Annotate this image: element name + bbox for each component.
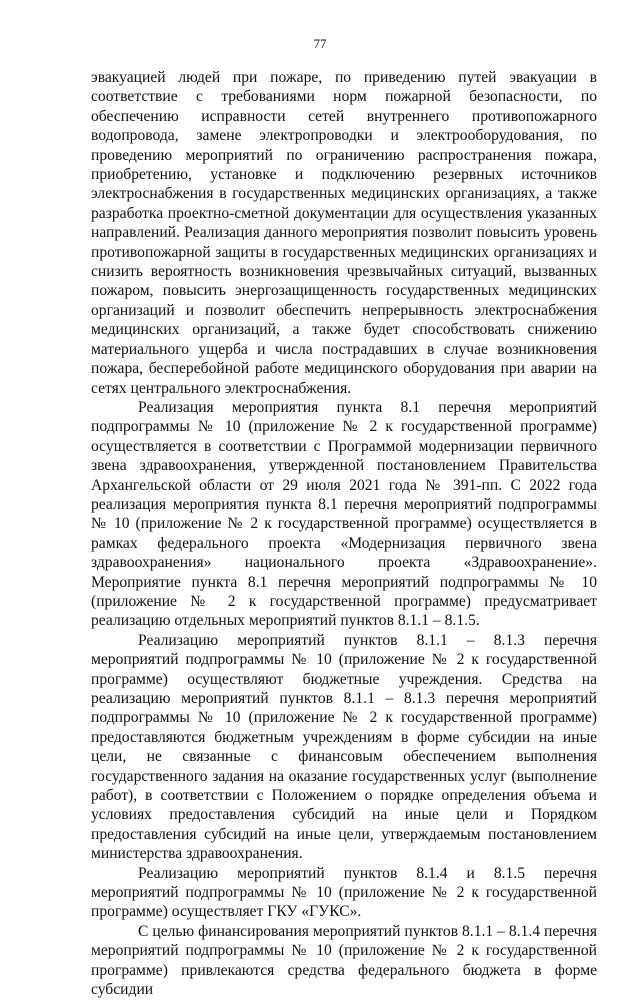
paragraph-program-8-1: Реализация мероприятия пункта 8.1 перечня мероприятий подпрограммы № 10 (приложение № 2 к государственной программе) осуществляется в соответствии с Программой модернизации первичного звена здравоохранения, утвержденной постановлением Правительства Архангельской области от 29 июля 2021 года № 391-пп. С 2022 года реализация мероприятия пункта 8.1 перечня мероприятий подпрограммы № 10 (приложение № 2 к государственной программе) осуществляется в рамках федерального проекта «Модернизация первичного звена здравоохранения» национального проекта «Здравоохранение». Мероприятие пункта 8.1 перечня мероприятий подпрограммы № 10 (приложение № 2 к государственной программе) предусматривает реализацию отдельных мероприятий пунктов 8.1.1 – 8.1.5. [91, 398, 597, 630]
paragraph-guks: Реализацию мероприятий пунктов 8.1.4 и 8.1.5 перечня мероприятий подпрограммы № 10 (приложение № 2 к государственной программе) осуществляет ГКУ «ГУКС». [91, 864, 597, 921]
paragraph-federal-funding: С целью финансирования мероприятий пунктов 8.1.1 – 8.1.4 перечня мероприятий подпрограммы № 10 (приложение № 2 к государственной программе) привлекаются средства федерального бюджета в форме субсидии [91, 922, 597, 999]
document-body [91, 68, 597, 1000]
paragraph-budget-institutions: Реализацию мероприятий пунктов 8.1.1 – 8.1.3 перечня мероприятий подпрограммы № 10 (приложение № 2 к государственной программе) осуществляют бюджетные учреждения. Средства на реализацию мероприятий пунктов 8.1.1 – 8.1.3 перечня мероприятий подпрограммы № 10 (приложение № 2 к государственной программе) предоставляются бюджетным учреждениям в форме субсидии на иные цели, не связанные с финансовым обеспечением выполнения государственного задания на оказание государственных услуг (выполнение работ), в соответствии с Положением о порядке определения объема и условиях предоставления субсидий на иные цели и Порядком предоставления субсидий на иные цели, утверждаемым постановлением министерства здравоохранения. [91, 631, 597, 863]
paragraph-continuation: эвакуацией людей при пожаре, по приведению путей эвакуации в соответствие с требованиями норм пожарной безопасности, по обеспечению исправности сетей внутреннего противопожарного водопровода, замене электропроводки и электрооборудования, по проведению мероприятий по ограничению распространения пожара, приобретению, установке и подключению резервных источников электроснабжения в государственных медицинских организациях, а также разработка проектно-сметной документации для осуществления указанных направлений. Реализация данного мероприятия позволит повысить уровень противопожарной защиты в государственных медицинских организациях и снизить вероятность возникновения чрезвычайных ситуаций, вызванных пожаром, повысить энергозащищенность государственных медицинских организаций и позволит обеспечить непрерывность электроснабжения медицинских организаций, а также будет способствовать снижению материального ущерба и числа пострадавших в случае возникновения пожара, бесперебойной работе медицинского оборудования при аварии на сетях центрального электроснабжения. [91, 69, 597, 397]
page-number: 77 [313, 36, 327, 51]
